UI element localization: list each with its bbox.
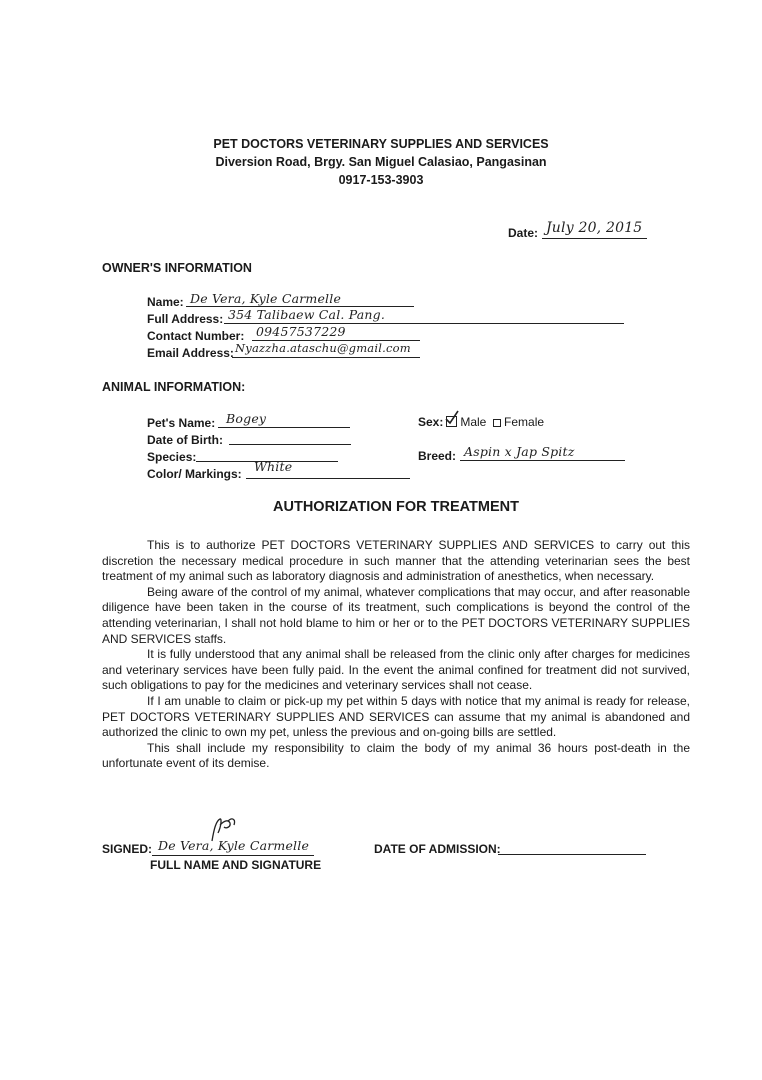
owner-contact-value[interactable]: 09457537229 — [256, 324, 346, 339]
authorization-title: AUTHORIZATION FOR TREATMENT — [273, 499, 519, 515]
male-label: Male — [460, 415, 487, 429]
date-line — [542, 238, 647, 239]
checkmark-icon — [444, 410, 460, 426]
business-name: PET DOCTORS VETERINARY SUPPLIES AND SERVICES — [213, 137, 549, 151]
owner-email-value[interactable]: Nyazzha.ataschu@gmail.com — [235, 341, 411, 355]
color-value[interactable]: White — [254, 459, 293, 474]
sex-male-option[interactable] — [446, 415, 486, 429]
signature-caption: FULL NAME AND SIGNATURE — [150, 858, 322, 872]
breed-line — [460, 460, 625, 461]
owner-address-value[interactable]: 354 Talibaew Cal. Pang. — [228, 307, 386, 322]
date-label: Date: — [508, 226, 539, 240]
owner-heading: OWNER'S INFORMATION — [102, 261, 252, 275]
signed-label: SIGNED: — [102, 842, 153, 856]
dob-line — [229, 444, 351, 445]
signed-value[interactable]: De Vera, Kyle Carmelle — [158, 838, 310, 853]
species-label: Species: — [147, 450, 197, 464]
owner-address-label: Full Address: — [147, 312, 224, 326]
breed-label: Breed: — [418, 449, 457, 463]
sex-female-option[interactable] — [493, 415, 544, 429]
pet-name-label: Pet's Name: — [147, 416, 216, 430]
color-line — [246, 478, 410, 479]
date-value[interactable]: July 20, 2015 — [546, 220, 643, 236]
sex-options — [446, 415, 544, 429]
dob-label: Date of Birth: — [147, 433, 223, 447]
sex-label: Sex: — [418, 415, 444, 429]
owner-email-label: Email Address: — [147, 346, 234, 360]
owner-email-line — [232, 357, 420, 358]
pet-name-line — [218, 427, 350, 428]
signed-line — [152, 855, 314, 856]
admission-line — [498, 854, 646, 855]
authorization-paragraph: Being aware of the control of my animal, whatever complications that may occur, and after reasonable diligence have been taken in the course of its treatment, such complications is beyond the control of the attending veterinarian, I shall not hold blame to him or her or to the PET DOCTORS VETERINARY SUPPLIES AND SERVICES staffs. — [102, 584, 690, 646]
authorization-paragraph: This shall include my responsibility to claim the body of my animal 36 hours post-death in the unfortunate event of its demise. — [102, 740, 690, 771]
color-label: Color/ Markings: — [147, 467, 242, 481]
authorization-body — [102, 538, 690, 772]
female-label: Female — [504, 415, 545, 429]
authorization-paragraph: It is fully understood that any animal shall be released from the clinic only after charges for medicines and veterinary services have been fully paid. In the event the animal confined for treatment did not survived, such obligations to pay for the medicines and veterinary services shall not cease. — [102, 647, 690, 693]
business-address: Diversion Road, Brgy. San Miguel Calasiao, Pangasinan — [215, 155, 547, 169]
pet-name-value[interactable]: Bogey — [226, 411, 267, 426]
authorization-paragraph: This is to authorize PET DOCTORS VETERINARY SUPPLIES AND SERVICES to carry out this discretion the necessary medical procedure in such manner that the attending veterinarian sees the best treatment of my animal such as laboratory diagnosis and administration of anesthetics, when necessary. — [102, 538, 690, 584]
owner-contact-label: Contact Number: — [147, 329, 245, 343]
owner-name-label: Name: — [147, 295, 184, 309]
owner-name-value[interactable]: De Vera, Kyle Carmelle — [190, 291, 342, 306]
admission-label: DATE OF ADMISSION: — [374, 842, 501, 856]
female-checkbox[interactable] — [493, 419, 501, 427]
authorization-paragraph: If I am unable to claim or pick-up my pet within 5 days with notice that my animal is ready for release, PET DOCTORS VETERINARY SUPPLIES AND SERVICES can assume that my animal is abandoned and authorized the clinic to own my pet, unless the previous and on-going bills are settled. — [102, 693, 690, 740]
animal-heading: ANIMAL INFORMATION: — [102, 380, 246, 394]
business-phone: 0917-153-3903 — [338, 173, 424, 187]
breed-value[interactable]: Aspin x Jap Spitz — [464, 444, 575, 459]
